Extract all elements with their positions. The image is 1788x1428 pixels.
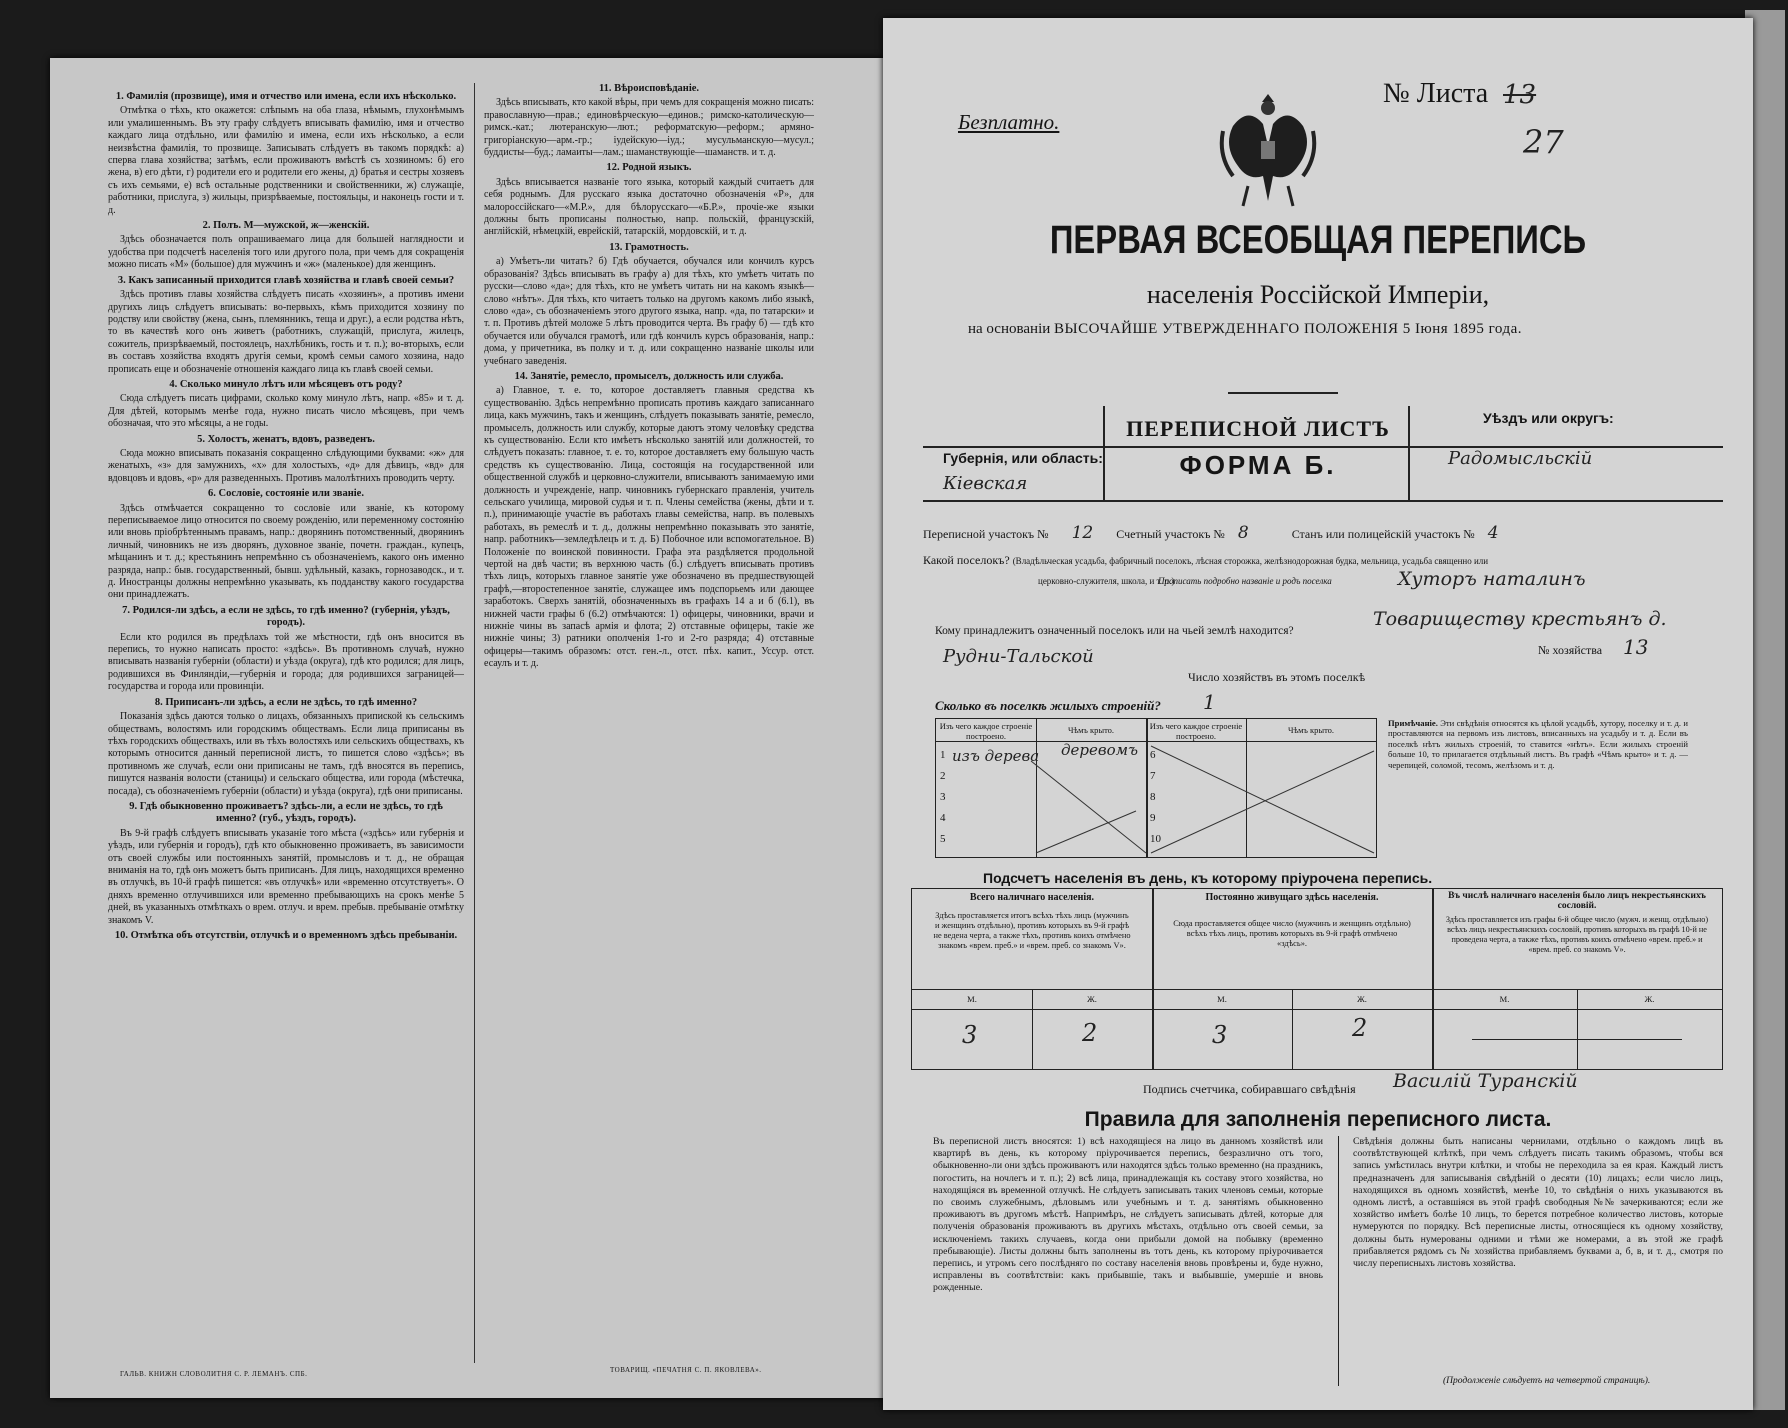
dw-material-value: изъ дерева xyxy=(952,747,1040,765)
form-title: ПЕРЕПИСНОЙ ЛИСТЪ xyxy=(1126,416,1390,441)
pc-sub-rule xyxy=(912,1009,1722,1010)
printer-imprint-right: ТОВАРИЩ. «ПЕЧАТНЯ С. П. ЯКОВЛЕВА». xyxy=(610,1366,762,1374)
sheet-number-value-2: 27 xyxy=(1523,123,1564,161)
col1-section-heading-4: 4. Сколько минуло лѣтъ или мѣсяцевъ отъ роду? xyxy=(169,378,403,390)
settlement-hint-2: церковно-служителя, школа, и т. п.) xyxy=(1038,576,1175,586)
pc-ill-dash xyxy=(1472,1039,1682,1040)
pc-perm-head: Постоянно живущаго здѣсь населенія. xyxy=(1205,892,1379,903)
sheet-number-label: № Листа xyxy=(1383,78,1489,109)
col1-section-heading-3: 3. Какъ записанный приходится главѣ хозяйства и главѣ своей семьи? xyxy=(117,274,455,286)
owner-value-1: Товариществу крестьянъ д. xyxy=(1373,608,1667,630)
dw-head-material-2: Изъ чего каждое строеніе построено. xyxy=(1149,721,1243,741)
imperial-eagle-emblem xyxy=(1213,86,1323,216)
stan-value: 4 xyxy=(1487,523,1499,543)
pc-ill-desc: Здѣсь проставляется изъ графы 6-й общее число (мужч. и женщ. отдѣльно) всѣхъ лицъ некрестьянскихъ сословій, противъ которыхъ въ графѣ 10-й не проведена черта, а также тѣхъ, противъ коихъ отмѣчено «врем. преб.» и «врем. преб. со знакомъ V». xyxy=(1445,915,1709,954)
form-header-bottom xyxy=(923,500,1723,502)
rules-continued: (Продолженіе слѣдуетъ на четвертой страницѣ). xyxy=(1443,1376,1651,1386)
pc-perm-m-label: М. xyxy=(1217,994,1227,1004)
settlement-hint-1: (Владѣльческая усадьба, фабричный поселокъ, лѣсная сторожка, желѣзнодорожная будка, мельница, усадьба священно или xyxy=(1012,556,1489,566)
population-count-table xyxy=(911,888,1723,1070)
dw-row-number: 6 xyxy=(1150,749,1156,761)
col2-section-text-2: Здѣсь вписывается названіе того языка, который каждый считаетъ для себя роднымъ. Для русскаго языка достаточно обозначенія «Р», для малороссійскаго—«М.Р.», для бѣлорусскаго—«Б.Р.», прочіе-же языки должны быть прописаны полностью, напр. польскій, французскій, англійскій, нѣмецкій, еврейскій, татарскій, мордовскій, и т. д. xyxy=(484,176,814,238)
rules-divider xyxy=(1338,1136,1339,1386)
col1-section-text-9: Въ 9-й графѣ слѣдуетъ вписывать указаніе того мѣста («здѣсь» или губернія и уѣздъ, или губернія и городъ), гдѣ кто обыкновенно проживаетъ, въ зависимости отъ своей службы или постоянныхъ занятій, промысловъ и т. д., не обращая вниманія на то, гдѣ онъ можетъ быть приписанъ. Для лицъ, находящихся временно въ отлучкѣ, въ 10-й графѣ пишется: «въ отлучкѣ» или «временно отсутствуетъ». О дняхъ временно отлучившихся или временно пребывающихъ на срокъ менѣе 5 дней, въ указанныхъ отмѣткахъ о врем. отлуч. и врем. пребыв. пребываніе отмѣтку знакомъ V. xyxy=(108,827,464,926)
gubernia-label: Губернія, или область: xyxy=(943,450,1103,466)
district-line xyxy=(923,523,1499,543)
col1-section-extra-heading: 10. Отмѣтка объ отсутствіи, отлучкѣ и о временномъ здѣсь пребываніи. xyxy=(114,930,458,941)
sheet-number-value: 13 xyxy=(1503,80,1537,110)
rules-column-1: Въ переписной листъ вносятся: 1) всѣ находящіеся на лицо въ данномъ хозяйствѣ или квартирѣ въ день, къ которому пріурочивается перепись, безразлично отъ того, обыкновенно-ли они здѣсь проживаютъ или находятся здѣсь только временно (на праздникъ, погостить, на ночлегъ и т. п.); 2) всѣ лица, принадлежащія къ составу этого хозяйства, но находящіяся въ временной отлучкѣ. Не слѣдуетъ записывать таких членовъ семьи, которые по своимъ служебнымъ, дѣловымъ или учебнымъ и т. д. занятіямъ обыкновенно проживаютъ въ другомъ мѣстѣ. Напримѣръ, не слѣдуетъ записывать дѣтей, которые для полученія образованія проживаютъ въ другихъ мѣстахъ, отдѣльно отъ своей семьи, за исключеніемъ такихъ случаевъ, когда они прибыли домой на побывку (временно пребывающіе). Листы должны быть заполнены въ тотъ день, къ которому пріурочивается перепись, и утромъ сего послѣдняго по составу населенія вновь провѣрены и, буде нужно, исправлены въ соотвѣтствіи: какъ прибывшіе, такъ и выбывшіе, умершіе и вновь рожденные. xyxy=(933,1136,1323,1294)
col1-section-heading-8: 8. Приписанъ-ли здѣсь, а если не здѣсь, то гдѣ именно? xyxy=(154,696,418,708)
col1-section-text-6: Здѣсь отмѣчается сокращенно то сословіе или званіе, къ которому переписываемое лицо относится по своему рожденію, или переменному состоянію или вновь пріобрѣтеннымъ правамъ, напр.: дворянинъ потомственный, дворянинъ личный, чиновникъ не изъ дворянъ, духовное званіе, почетн. граждан., купецъ, мѣщанинъ и т. д.; крестьянинъ непремѣнно съ обозначеніемъ, какого онъ именно разряда, напр.: быв. государственный, бывш. удѣльный, казакъ, горнозаводск., и т. д. Иностранцы должны непремѣнно указывать, къ подданству какого государства они принадлежатъ. xyxy=(108,502,464,601)
pc-col-2 xyxy=(1432,889,1434,1069)
owner-label: Кому принадлежитъ означенный поселокъ или на чьей землѣ находится? xyxy=(935,625,1294,637)
settlement-label: Какой поселокъ? xyxy=(923,553,1010,567)
rules-column-2: Свѣдѣнія должны быть написаны чернилами, отдѣльно о каждомъ лицѣ въ соотвѣтствующей клѣткѣ, при чемъ слѣдуетъ писать такимъ образомъ, чтобы вся запись умѣстилась внутри клѣтки, и чтобы не переходила за ея края. Каждый листъ предназначенъ для записыванія свѣдѣній о десяти (10) лицахъ; если число лицъ, находящихся въ одномъ хозяйствѣ, менѣе 10, то свѣдѣнія о нихъ указываются въ одномъ листѣ, а оставшіяся въ этой графѣ свободныя №№ зачеркиваются; если же хозяйство имѣетъ болѣе 10 лицъ, то берется потребное количество листовъ, которые нумеруются по порядку. Всѣ переписные листы, относящіеся къ одному хозяйству, должны быть нумерованы одними и тѣми же номерами, а въ этой же графѣ прибавляется рядомъ съ № хозяйства прибавляемъ буквами а, б, в, и т. д., смотря по числу переписныхъ листовъ хозяйства. xyxy=(1353,1136,1723,1270)
col2-section-heading-4: 14. Занятіе, ремесло, промыселъ, должность или служба. xyxy=(514,370,784,382)
household-no-value: 13 xyxy=(1623,635,1649,659)
note-title: Примѣчаніе. xyxy=(1388,718,1438,728)
pc-perm-m-value: 3 xyxy=(1212,1021,1228,1049)
dwellings-table xyxy=(935,718,1377,858)
col1-section-heading-1: 1. Фамилія (прозвище), имя и отчество или имена, если ихъ нѣсколько. xyxy=(115,91,457,102)
pc-perm-f-label: Ж. xyxy=(1357,994,1367,1004)
uezd-value: Радомысльскій xyxy=(1448,448,1593,469)
decree-text: ВЫСОЧАЙШЕ УТВЕРЖДЕННАГО ПОЛОЖЕНІЯ 5 Іюня 1895 года. xyxy=(1054,321,1523,337)
pc-head-rule xyxy=(912,989,1722,990)
col1-section-heading-6: 6. Сословіе, состояніе или званіе. xyxy=(208,488,364,500)
decree-line xyxy=(968,321,1522,338)
dw-head-roof: Чѣмъ крыто. xyxy=(1067,725,1115,735)
instructions-column-1 xyxy=(108,88,464,1338)
col2-section-heading-1: 11. Вѣроисповѣданіе. xyxy=(598,83,700,94)
form-header-divider-left xyxy=(1103,406,1105,500)
dw-row-number: 7 xyxy=(1150,770,1156,782)
dw-row-number: 8 xyxy=(1150,791,1156,803)
counting-district-value: 8 xyxy=(1237,523,1249,543)
household-no-label: № хозяйства xyxy=(1538,643,1603,657)
col1-section-text-5: Сюда можно вписывать показанія сокращенно слѣдующими буквами: «ж» для женатыхъ, «з» для замужнихъ, «х» для холостыхъ, «д» для дѣвицъ, «вд» для вдовцовъ и вдовъ, «р» для разведенныхъ. Противъ малолѣтнихъ проводить черту. xyxy=(108,447,464,484)
col1-section-text-1: Отмѣтка о тѣхъ, кто окажется: слѣпымъ на оба глаза, нѣмымъ, глухонѣмымъ или умалишеннымъ. Въ эту графу слѣдуетъ вписывать фамилію, имя и отчество каждаго лица отдѣльно, или фамилію и имена, если ихъ нѣсколько, а если неизвѣстна фамилія, то прозвище. Записывать слѣдуетъ въ такомъ порядкѣ: а) сперва глава хозяйства; затѣмъ, если проживаютъ вмѣстѣ съ хозяиномъ: б) его жена, в) его дѣти, г) родители его и родители его жены, д) братья и сестры хозяевъ съ ихъ семьями, е) всѣ остальные родственники и свойственники, ж) служащіе, работники, прислуга, з) жильцы, призрѣваемые, постояльцы, и наконецъ гости и т. д. xyxy=(108,105,464,216)
col1-section-heading-9: 9. Гдѣ обыкновенно проживаетъ? здѣсь-ли, а если не здѣсь, то гдѣ именно? (губ., уѣздъ, городъ). xyxy=(129,800,443,825)
col2-section-heading-3: 13. Грамотность. xyxy=(609,241,689,253)
pc-perm-f-value: 2 xyxy=(1352,1014,1368,1042)
settlement-value: Хуторъ наталинъ xyxy=(1398,568,1586,590)
pc-perm-desc: Сюда проставляется общее число (мужчинъ и женщинъ отдѣльно) всѣхъ тѣхъ лицъ, противъ которыхъ въ 9-й графѣ отмѣчено «здѣсь». xyxy=(1173,919,1411,948)
col2-section-text-1: Здѣсь вписывать, кто какой вѣры, при чемъ для сокращенія можно писать: православную—прав.; единовѣрческую—единов.; римско-католическую—римск.-кат.; лютеранскую—лют.; реформатскую—реформ.; армяно-григоріанскую—арм.-гр.; іудейскую—іуд.; мусульманскую—мусул.; буддисты—буд.; ламаиты—лам.; шаманствующіе—шаманств. и т. д. xyxy=(484,97,814,159)
left-page xyxy=(50,58,888,1398)
uezd-label: Уѣздъ или округъ: xyxy=(1483,410,1614,426)
dw-row-number: 5 xyxy=(940,833,946,845)
census-district-label: Переписной участокъ № xyxy=(923,527,1049,541)
right-page xyxy=(883,18,1753,1410)
pc-total-m-value: 3 xyxy=(962,1021,978,1049)
col1-section-text-3: Здѣсь противъ главы хозяйства слѣдуетъ писать «хозяинъ», а противъ имени другихъ лицъ слѣдуетъ вписывать: во-первыхъ, кѣмъ приходится хозяину по родству или свойству (жена, сынъ, племянникъ, теща и друг.), а если родства нѣтъ, то въ качествѣ кого онъ живетъ (работникъ, служащій, прислуга, жилецъ, сожитель, призрѣваемый, постоялецъ, нахлѣбникъ, гость и т. п.); во-вторыхъ, если въ составъ хозяйства входятъ другія семьи, кромѣ семьи самого хозяина, надо прописать еще и обозначеніе отношенія каждаго лица къ главѣ своей семьи. xyxy=(108,289,464,375)
pc-total-desc: Здѣсь проставляется итогъ всѣхъ тѣхъ лицъ (мужчинъ и женщинъ отдѣльно), противъ которыхъ въ 9-й графѣ не ведена черта, а также тѣхъ, противъ коихъ отмѣчено знакомъ «врем. преб.» и «врем. преб. со знакомъ V». xyxy=(933,911,1131,950)
dw-crossout-lines xyxy=(936,741,1376,857)
col1-section-heading-5: 5. Холостъ, женатъ, вдовъ, разведенъ. xyxy=(197,433,375,445)
pc-ill-f-label: Ж. xyxy=(1644,994,1655,1004)
rules-title: Правила для заполненія переписного листа. xyxy=(1084,1108,1552,1131)
dw-row-number: 1 xyxy=(940,749,946,761)
dw-row-number: 4 xyxy=(940,812,946,824)
count-title: Подсчетъ населенія въ день, къ которому пріурочена перепись. xyxy=(983,870,1433,886)
form-header-divider-right xyxy=(1408,406,1410,500)
dw-head-roof-2: Чѣмъ крыто. xyxy=(1287,725,1335,735)
form-subtitle: ФОРМА Б. xyxy=(1179,450,1337,480)
col2-section-heading-2: 12. Родной языкъ. xyxy=(606,162,692,174)
pc-total-f-value: 2 xyxy=(1082,1019,1098,1047)
stan-label: Станъ или полицейскій участокъ № xyxy=(1291,527,1475,541)
col1-section-heading-7: 7. Родился-ли здѣсь, а если не здѣсь, то гдѣ именно? (губернія, уѣздъ, городъ). xyxy=(122,604,450,629)
signature-label: Подпись счетчика, собиравшаго свѣдѣнія xyxy=(1143,1082,1356,1096)
col1-section-text-2: Здѣсь обозначается полъ опрашиваемаго лица для большей наглядности и удобства при подсчетѣ населенія того или другого пола, при чемъ для сокращенія можно писать «М» (большое) для мужчинъ и «ж» (маленькое) для женщинъ. xyxy=(108,234,464,271)
pc-ill-m-label: М. xyxy=(1499,994,1510,1004)
free-label: Безплатно. xyxy=(958,110,1060,134)
form-header-bottom-rule xyxy=(923,446,1723,448)
pc-total-head: Всего наличнаго населенія. xyxy=(969,892,1095,903)
decree-prefix: на основаніи xyxy=(968,321,1051,337)
census-district-value: 12 xyxy=(1071,523,1094,543)
dw-row-number: 10 xyxy=(1150,833,1161,845)
column-divider xyxy=(474,83,475,1363)
col1-section-text-8: Показанія здѣсь даются только о лицахъ, обязанныхъ припиской къ сельскимъ обществамъ, волостямъ или городскимъ обществамъ. Если лица приписаны въ тѣхъ городскихъ обществахъ, или въ тѣхъ волостяхъ или сельскихъ обществахъ, къ которымъ относится данный переписной листъ, то пишется слово «здѣсь»; въ противномъ же случаѣ, если они приписаны не тамъ, гдѣ вносятся въ перепись, пишутся названія волости (станицы) и сельскаго общества, или города (мѣстечка, посада), съ обозначеніемъ губерніи (области) и уѣзда (округа), гдѣ они приписаны. xyxy=(108,711,464,797)
col1-section-heading-2: 2. Полъ. М—мужской, ж—женскій. xyxy=(202,220,370,232)
counting-district-label: Счетный участокъ № xyxy=(1116,527,1225,541)
pc-total-m-label: М. xyxy=(967,994,977,1004)
dw-row-number: 9 xyxy=(1150,812,1156,824)
pc-ill-head: Въ числѣ наличнаго населенія было лицъ некрестьянскихъ сословій. xyxy=(1448,891,1706,911)
pc-total-f-label: Ж. xyxy=(1087,994,1097,1004)
col2-section-text-3: а) Умѣетъ-ли читать? б) Гдѣ обучается, обучался или кончилъ курсъ образованія? Здѣсь вписывать въ графу а) для тѣхъ, кто умѣетъ читать по русски—слово «да»; для тѣхъ, кто не умѣетъ читать ни на какомъ языкѣ—слово «нѣтъ». Для тѣхъ, кто читаетъ только на другомъ какомъ либо языкѣ, слово «да», съ обозначеніемъ этого другого языка, напр. «да, по татарски» и т. п. Противъ дѣтей моложе 5 лѣтъ проводится черта. Въ графу б) — гдѣ кто обучается или обучался грамотѣ, или гдѣ кончилъ курсъ образованія, напр.: дома, у причетника, въ полку и т. д. или сокращенно названіе школы или учебнаго заведенія. xyxy=(484,256,814,367)
title-rule xyxy=(1228,392,1338,394)
settlement-hint-3: Прописать подробно названіе и родъ поселка xyxy=(1158,576,1332,586)
pc-col-1 xyxy=(1152,889,1154,1069)
dw-row-number: 3 xyxy=(940,791,946,803)
dwellings-label: Сколько въ поселкѣ жилыхъ строеній? xyxy=(935,698,1161,713)
col2-section-text-4: а) Главное, т. е. то, которое доставляетъ главныя средства къ существованію. Здѣсь непремѣнно прописать противъ каждаго записаннаго лица, какъ мужчинъ, такъ и женщинъ, слѣдуетъ показывать занятіе, ремесло, промыселъ, должность или службу, которые даютъ этому человѣку средства къ существованію. Если кто имѣетъ нѣсколько занятій или должностей, то слѣдуетъ показать: главное, т. е. то, которое доставляетъ ему большую часть средствъ къ существованію. Лица, состоящія на государственной или общественной службѣ и церковно-служители, вписываютъ занимаемую ими должность и учрежденіе, напр. чиновникъ губернскаго правленія, учитель сельскаго училища, мировой судья и т. п. Члены семейства (жены, дѣти и т. п.), принимающіе участіе въ работахъ главы семейства, напр. въ полевыхъ работахъ, въ ремеслѣ и т. д., должны непремѣнно показывать это занятіе, напр. работникъ—земледѣлецъ и т. д. Б) Побочное или вспомогательное. В) Положеніе по воинской повинности. Графа эта раздѣляется продольной чертой на двѣ части; въ верхнюю часть (б.) слѣдуетъ вписывать противъ тѣхъ лицъ, которыхъ главное занятіе уже обозначено въ предшествующей графѣ,—второстепенное занятіе, служащее имъ подспорьемъ или дающее заработокъ. Сверхъ занятій, обозначенныхъ въ графахъ 14 а и б (6.1), въ нижней части графы 6 (6.2) отмѣчаются: 1) офицеры, чиновники, врачи и нижніе чины въ запасѣ армія и флота; 2) отставные офицеры, такіе же нижніе чины; 3) ратники ополченія 1-го и 2-го разряда; 4) отставные офицеры—такимъ образомъ: отст. ген.-л., отст. пѣх. капит., Уссур. отст. есаулъ и т. д. xyxy=(484,385,814,670)
instructions-column-2 xyxy=(484,80,814,1350)
dw-roof-value: деревомъ xyxy=(1061,741,1139,759)
gubernia-value: Кіевская xyxy=(943,473,1028,494)
printer-imprint-left: ГАЛЬВ. КНИЖН СЛОВОЛИТНЯ С. Р. ЛЕМАНЪ. СПБ. xyxy=(120,1370,308,1378)
settlement-row xyxy=(923,553,1488,568)
col1-section-text-7: Если кто родился въ предѣлахъ той же мѣстности, гдѣ онъ вносится въ перепись, то нужно написать просто: «здѣсь». Въ противномъ случаѣ, нужно вписывать названія губерніи (области) и уѣзда (округа), гдѣ кто родился; для лицъ, родившихся въ Финляндіи,—губернія и города; для родившихся заграницей—государства и города или провинціи. xyxy=(108,631,464,693)
owner-value-2: Рудни-Тальской xyxy=(943,646,1094,667)
census-title: ПЕРВАЯ ВСЕОБЩАЯ ПЕРЕПИСЬ xyxy=(1049,218,1587,262)
census-subtitle: населенія Россійской Имперіи, xyxy=(1146,280,1490,309)
dw-head-material: Изъ чего каждое строеніе построено. xyxy=(939,721,1033,741)
signature-value: Василій Туранскій xyxy=(1393,1070,1578,1092)
dwellings-note xyxy=(1388,718,1688,858)
col1-section-text-4: Сюда слѣдуетъ писать цифрами, сколько кому минуло лѣтъ, напр. «85» и т. д. Для дѣтей, которымъ менѣе года, нужно писать число мѣсяцевъ, при чемъ обозначая, что это мѣсяцы, а не годы. xyxy=(108,393,464,430)
note-text: Эти свѣдѣнія относятся къ цѣлой усадьбѣ, хутору, поселку и т. д. и проставляются на первомъ изъ листовъ, вписанныхъ на усадьбу и т. д. Если въ поселкѣ нѣтъ жилыхъ строеній, то ставится «нѣтъ». Если жилыхъ строеній больше 10, то прилагается отдѣльный листъ. Въ графѣ «Чѣмъ крыто» и т. д. — черепицей, соломой, тесомъ, желѣзомъ и т. д. xyxy=(1388,718,1688,770)
households-count-label: Число хозяйствъ въ этомъ поселкѣ xyxy=(1188,670,1366,684)
dwellings-value: 1 xyxy=(1203,690,1216,714)
dw-row-number: 2 xyxy=(940,770,946,782)
